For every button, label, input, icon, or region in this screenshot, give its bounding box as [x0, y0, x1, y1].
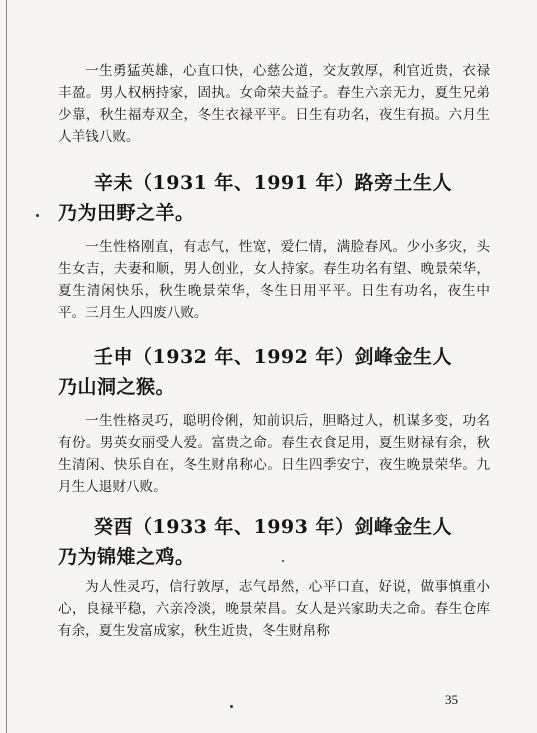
heading-guiyou-line1: 癸酉（1933 年、1993 年）剑峰金生人: [94, 516, 452, 538]
scan-speck: [230, 705, 233, 708]
paragraph-1: 一生勇猛英雄，心直口快，心慈公道，交友敦厚，利官近贵，衣禄丰盈。男人权柄持家，固执。女命荣夫益子。春生六亲无力，夏生兄弟少靠，秋生福寿双全，冬生衣禄平平。日生有功名，夜生有损。六月生人羊钱八败。: [58, 63, 490, 145]
heading-xinwei-line2: 乃为田野之羊。: [58, 202, 195, 224]
heading-renshen-line1: 壬申（1932 年、1992 年）剑峰金生人: [94, 346, 452, 368]
heading-renshen: [58, 342, 498, 402]
scan-speck: [282, 560, 284, 562]
page-number: 35: [445, 692, 458, 707]
heading-guiyou: [58, 512, 498, 572]
heading-xinwei: [58, 168, 498, 228]
paragraph-4: 为人性灵巧，信行敦厚，志气昂然，心平口直，好说，做事慎重小心，良禄平稳，六亲冷淡，晚景荣昌。女人是兴家助夫之命。春生仓库有余，夏生发富成家，秋生近贵，冬生财帛称: [58, 579, 490, 639]
heading-guiyou-line2: 乃为锦雉之鸡。: [58, 546, 195, 568]
heading-xinwei-line1: 辛未（1931 年、1991 年）路旁土生人: [94, 172, 452, 194]
scan-speck: [36, 214, 39, 217]
heading-renshen-line2: 乃山洞之猴。: [58, 376, 176, 398]
paragraph-3: 一生性格灵巧，聪明伶俐，知前识后，胆略过人，机谋多变，功名有份。男英女丽受人爱。富贵之命。春生衣食足用，夏生财禄有余，秋生清闲、快乐自在，冬生财帛称心。日生四季安宁，夜生晚景荣华。九月生人退财八败。: [58, 413, 490, 495]
binding-edge-line: [6, 0, 7, 733]
paragraph-2: 一生性格刚直，有志气，性宽，爱仁情，满脸春风。少小多灾，头生女吉，夫妻和顺，男人创业，女人持家。春生功名有望、晚景荣华，夏生清闲快乐，秋生晚景荣华，冬生日用平平。日生有功名，夜生中平。三月生人四废八败。: [58, 239, 490, 321]
